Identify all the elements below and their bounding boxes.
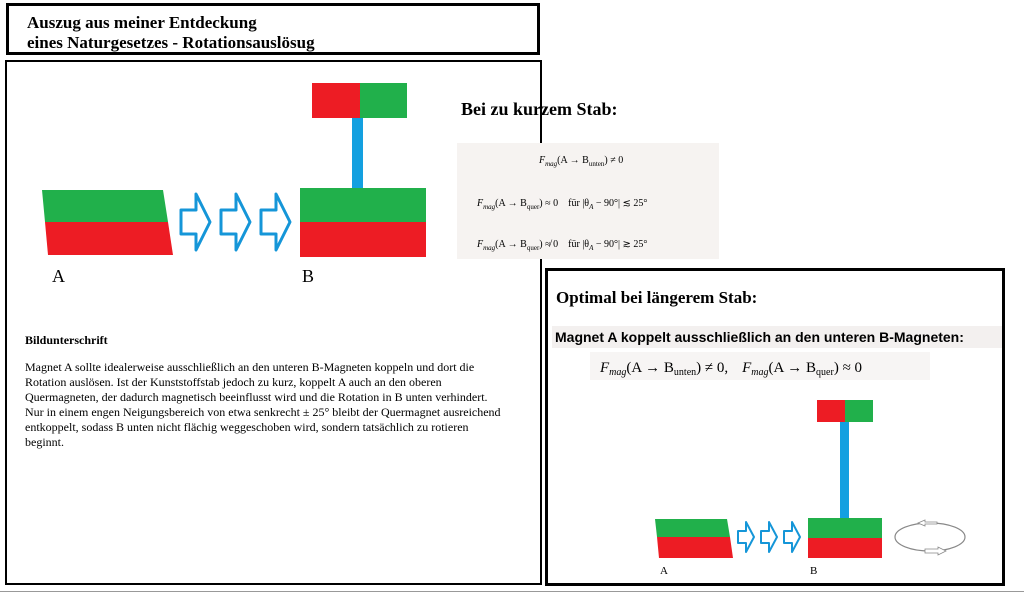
magnet-a2-green [655,519,730,537]
label-b2: B [810,565,818,577]
arrow-2 [221,194,250,250]
formula-svg [457,143,719,259]
caption-title: Bildunterschrift [25,333,108,347]
magnet-b2-top-green [845,400,873,422]
long-rod-subheading: Magnet A koppelt ausschließlich an den unteren B-Magneten: [552,326,1002,348]
magnet-b2-top-red [817,400,845,422]
formula-3: $F_{mag}(A \to B_{quer})$ ≉ 0 für $|\theta_A - 90^\circ|$ ≳ 25° [477,239,648,252]
short-rod-heading: Bei zu kurzem Stab: [461,99,618,119]
magnet-b-green [300,188,426,222]
formula2-svg [590,352,930,380]
magnet-a2-red [657,537,733,558]
long-rod-diagram [640,390,980,585]
magnet-a-green [42,190,168,222]
formula-long: $F_{mag}(A \to B_{unten}) \ne 0$, $F_{mag}(A \to B_{quer}) \approx 0$ [600,360,863,378]
long-rod-heading: Optimal bei längerem Stab: [556,288,758,307]
magnet-b-top-green [360,83,407,118]
arrow-1 [181,194,210,250]
arrow-3 [261,194,290,250]
magnet-b-top-red [312,83,360,118]
magnet-b2-green [808,518,882,538]
magnet-b2-red [808,538,882,558]
formula-1: $F_{mag}(A \to B_{unten}) \ne 0$ [539,155,624,168]
magnet-b-red [300,222,426,257]
rotation-arrow-top [918,520,937,526]
title-line-2: eines Naturgesetzes - Rotationsauslösug [27,33,315,52]
arrow2-2 [761,522,777,552]
title-line-1: Auszug aus meiner Entdeckung [27,13,257,32]
rotation-icon [895,523,965,551]
arrow2-3 [784,522,800,552]
label-a: A [52,266,65,286]
formula-2: $F_{mag}(A \to B_{quer}) \approx 0$ für $|\theta_A - 90^\circ|$ ≲ 25° [477,198,648,211]
label-a2: A [660,565,668,577]
caption-text: Magnet A sollte idealerweise ausschließlich an den unteren B-Magneten koppeln und dort die Rotation auslösen. Ist der Kunststoffstab jedoch zu kurz, koppelt A auch an den oberen Quermagneten, der dadurch magnetisch beeinflusst wird und die Rotation in B unten verhindert. Nur in einem engen Neigungsbereich von etwa senkrecht ± 25° bleibt der Quermagnet ausreichend entkoppelt, sodass B unten nicht flächig weggeschoben wird, sondern tatsächlich zu rotieren beginnt. [25,360,501,449]
rotation-arrow-bottom [925,547,946,555]
arrow2-1 [738,522,754,552]
rod-long [840,422,849,518]
label-b: B [302,266,315,286]
long-rod-formula [590,352,930,380]
rod-short [352,118,363,188]
magnet-a-red [45,222,173,255]
formula-box [457,143,719,259]
short-rod-diagram [0,0,460,300]
bottom-divider [0,591,1024,592]
